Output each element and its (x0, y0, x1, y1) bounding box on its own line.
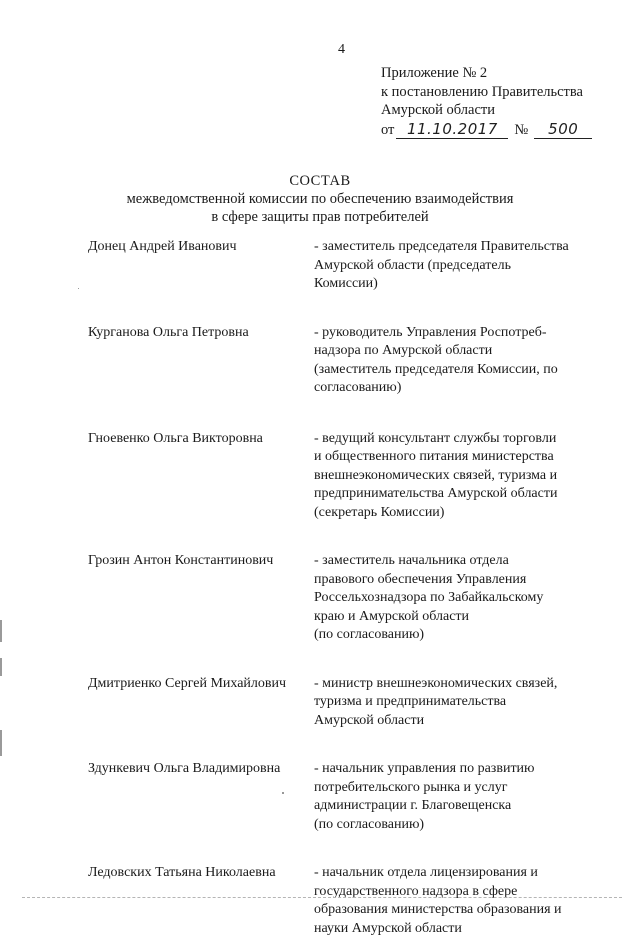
scan-mark (0, 730, 2, 756)
member-role: - заместитель начальника отдела правового обеспечения Управления Россельхознадзора по Забайкальскому краю и Амурской области (по согласованию) (314, 553, 544, 642)
scan-speck (78, 288, 79, 289)
member-role: - начальник отдела лицензирования и государственного надзора в сфере образования министерства образования и науки Амурской области (314, 865, 562, 936)
member-name: Гноевенко Ольга Викторовна (88, 430, 263, 446)
member-name: Дмитриенко Сергей Михайлович (88, 675, 287, 691)
appendix-reference: к постановлению Правительства (381, 83, 583, 100)
member-row (88, 238, 608, 294)
scan-mark (0, 620, 2, 642)
member-role: - руководитель Управления Роспотреб- надзора по Амурской области (заместитель председателя Комиссии, по согласованию) (314, 324, 558, 395)
appendix-date-line (381, 120, 592, 140)
appendix-block (381, 64, 592, 139)
scan-mark (0, 658, 2, 676)
member-row (88, 864, 608, 938)
appendix-region: Амурской области (381, 102, 495, 118)
member-name: Донец Андрей Иванович (88, 239, 237, 254)
document-heading (0, 172, 640, 226)
member-name: Курганова Ольга Петровна (88, 324, 249, 340)
scan-edge-marks (0, 620, 4, 770)
member-row (88, 760, 608, 834)
member-name: Здункевич Ольга Владимировна (88, 761, 281, 776)
handwritten-number: 500 (534, 120, 592, 140)
page-number: 4 (338, 42, 345, 57)
scan-bottom-edge (22, 897, 622, 899)
member-row (88, 324, 608, 398)
number-label: № (514, 121, 529, 138)
member-row (88, 430, 608, 523)
member-name: Грозин Антон Константинович (88, 553, 274, 568)
member-row (88, 552, 608, 645)
member-row (88, 675, 608, 731)
member-name: Ледовских Татьяна Николаевна (88, 865, 276, 880)
heading-subtitle-line2: в сфере защиты прав потребителей (211, 209, 429, 225)
member-role: - заместитель председателя Правительства Амурской области (председатель Комиссии) (314, 239, 569, 291)
member-role: - начальник управления по развитию потребительского рынка и услуг администрации г. Благовещенска (по согласованию) (314, 761, 535, 832)
heading-title: СОСТАВ (289, 173, 351, 189)
appendix-title: Приложение № 2 (381, 65, 488, 81)
scan-speck (282, 792, 284, 794)
handwritten-date: 11.10.2017 (396, 120, 508, 140)
heading-subtitle-line1: межведомственной комиссии по обеспечению взаимодействия (126, 191, 514, 207)
member-role: - министр внешнеэкономических связей, туризма и предпринимательства Амурской области (314, 675, 558, 728)
date-prefix: от (381, 121, 395, 138)
members-list (88, 238, 608, 938)
member-role: - ведущий консультант службы торговли и общественного питания министерства внешнеэкономических связей, туризма и предпринимательства Амурской области (секретарь Комиссии) (314, 430, 558, 520)
